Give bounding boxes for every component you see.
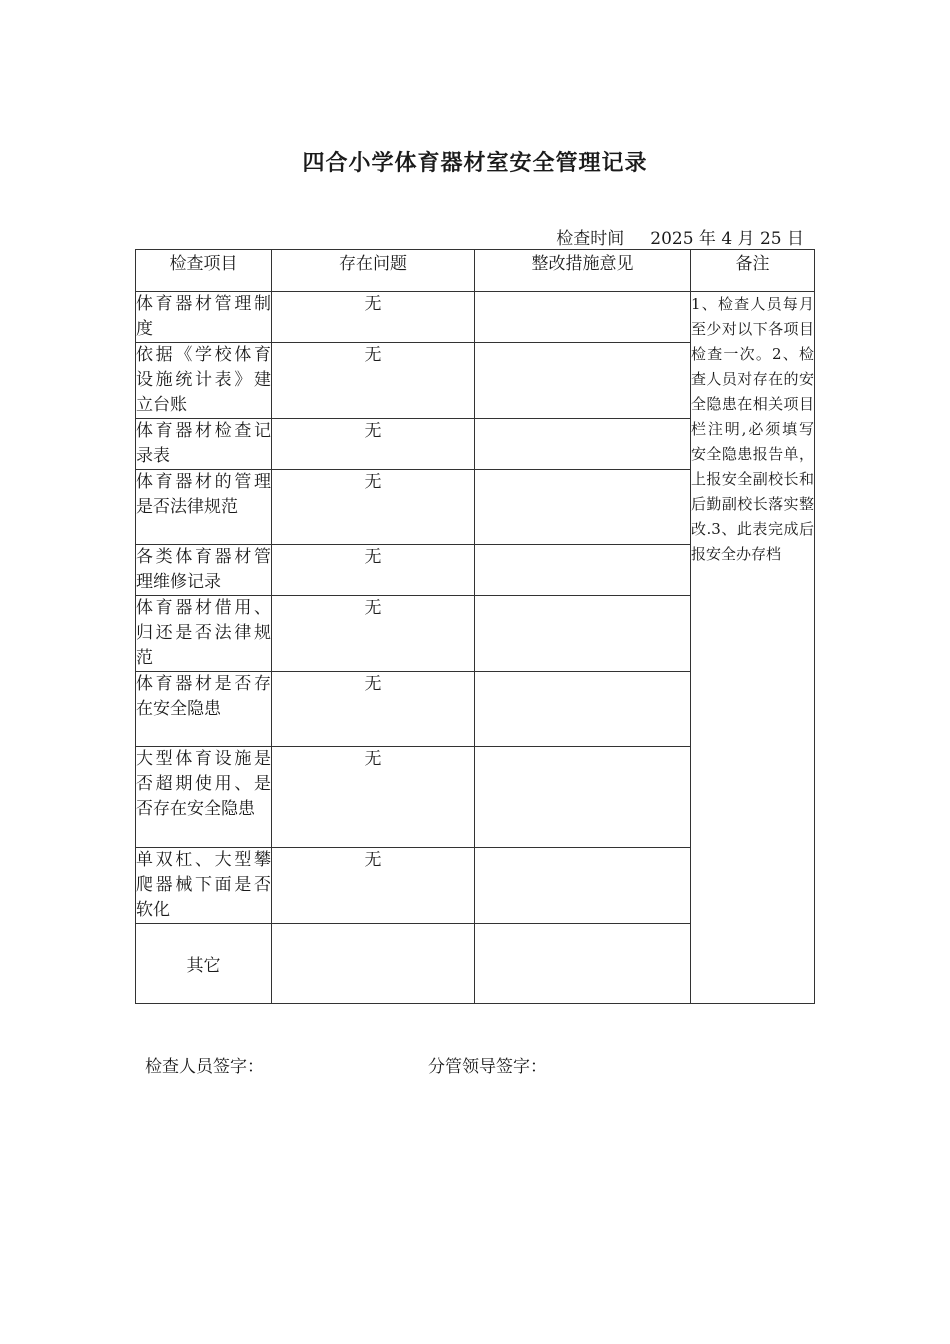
row-issue: 无	[272, 343, 475, 419]
row-measure	[475, 292, 691, 343]
record-table	[135, 249, 815, 1004]
row-item: 体育器材管理制度	[136, 292, 272, 343]
table-row	[136, 292, 815, 343]
row-item: 体育器材的管理是否法律规范	[136, 470, 272, 545]
row-measure	[475, 419, 691, 470]
row-issue: 无	[272, 545, 475, 596]
page-title: 四合小学体育器材室安全管理记录	[302, 151, 648, 176]
row-item: 大型体育设施是否超期使用、是否存在安全隐患	[136, 747, 272, 848]
row-item: 体育器材是否存在安全隐患	[136, 672, 272, 747]
row-measure	[475, 470, 691, 545]
row-item: 依据《学校体育设施统计表》建立台账	[136, 343, 272, 419]
row-issue: 无	[272, 596, 475, 672]
row-measure	[475, 343, 691, 419]
header-note: 备注	[691, 250, 815, 292]
row-issue: 无	[272, 747, 475, 848]
header-issue: 存在问题	[272, 250, 475, 292]
inspector-signature-label: 检查人员签字：	[145, 1057, 264, 1077]
row-issue	[272, 924, 475, 1004]
row-issue: 无	[272, 419, 475, 470]
row-issue: 无	[272, 672, 475, 747]
row-measure	[475, 596, 691, 672]
row-measure	[475, 924, 691, 1004]
check-time-value: 2025 年 4 月 25 日	[650, 229, 804, 249]
row-item: 体育器材检查记录表	[136, 419, 272, 470]
header-measure: 整改措施意见	[475, 250, 691, 292]
row-issue: 无	[272, 470, 475, 545]
row-issue: 无	[272, 292, 475, 343]
check-time	[556, 224, 804, 249]
row-item: 体育器材借用、归还是否法律规范	[136, 596, 272, 672]
header-item: 检查项目	[136, 250, 272, 292]
row-measure	[475, 747, 691, 848]
row-item: 各类体育器材管理维修记录	[136, 545, 272, 596]
leader-signature-label: 分管领导签字：	[428, 1057, 547, 1077]
check-time-label: 检查时间	[556, 229, 625, 249]
row-item: 单双杠、大型攀爬器械下面是否软化	[136, 848, 272, 924]
row-measure	[475, 848, 691, 924]
row-measure	[475, 672, 691, 747]
row-issue: 无	[272, 848, 475, 924]
row-measure	[475, 545, 691, 596]
table-header-row	[136, 250, 815, 292]
note-cell: 1、检查人员每月至少对以下各项目检查一次。2、检查人员对存在的安全隐患在相关项目栏注明,必须填写安全隐患报告单，上报安全副校长和后勤副校长落实整改.3、此表完成后报安全办存档	[691, 292, 815, 1004]
row-item: 其它	[136, 924, 272, 1004]
